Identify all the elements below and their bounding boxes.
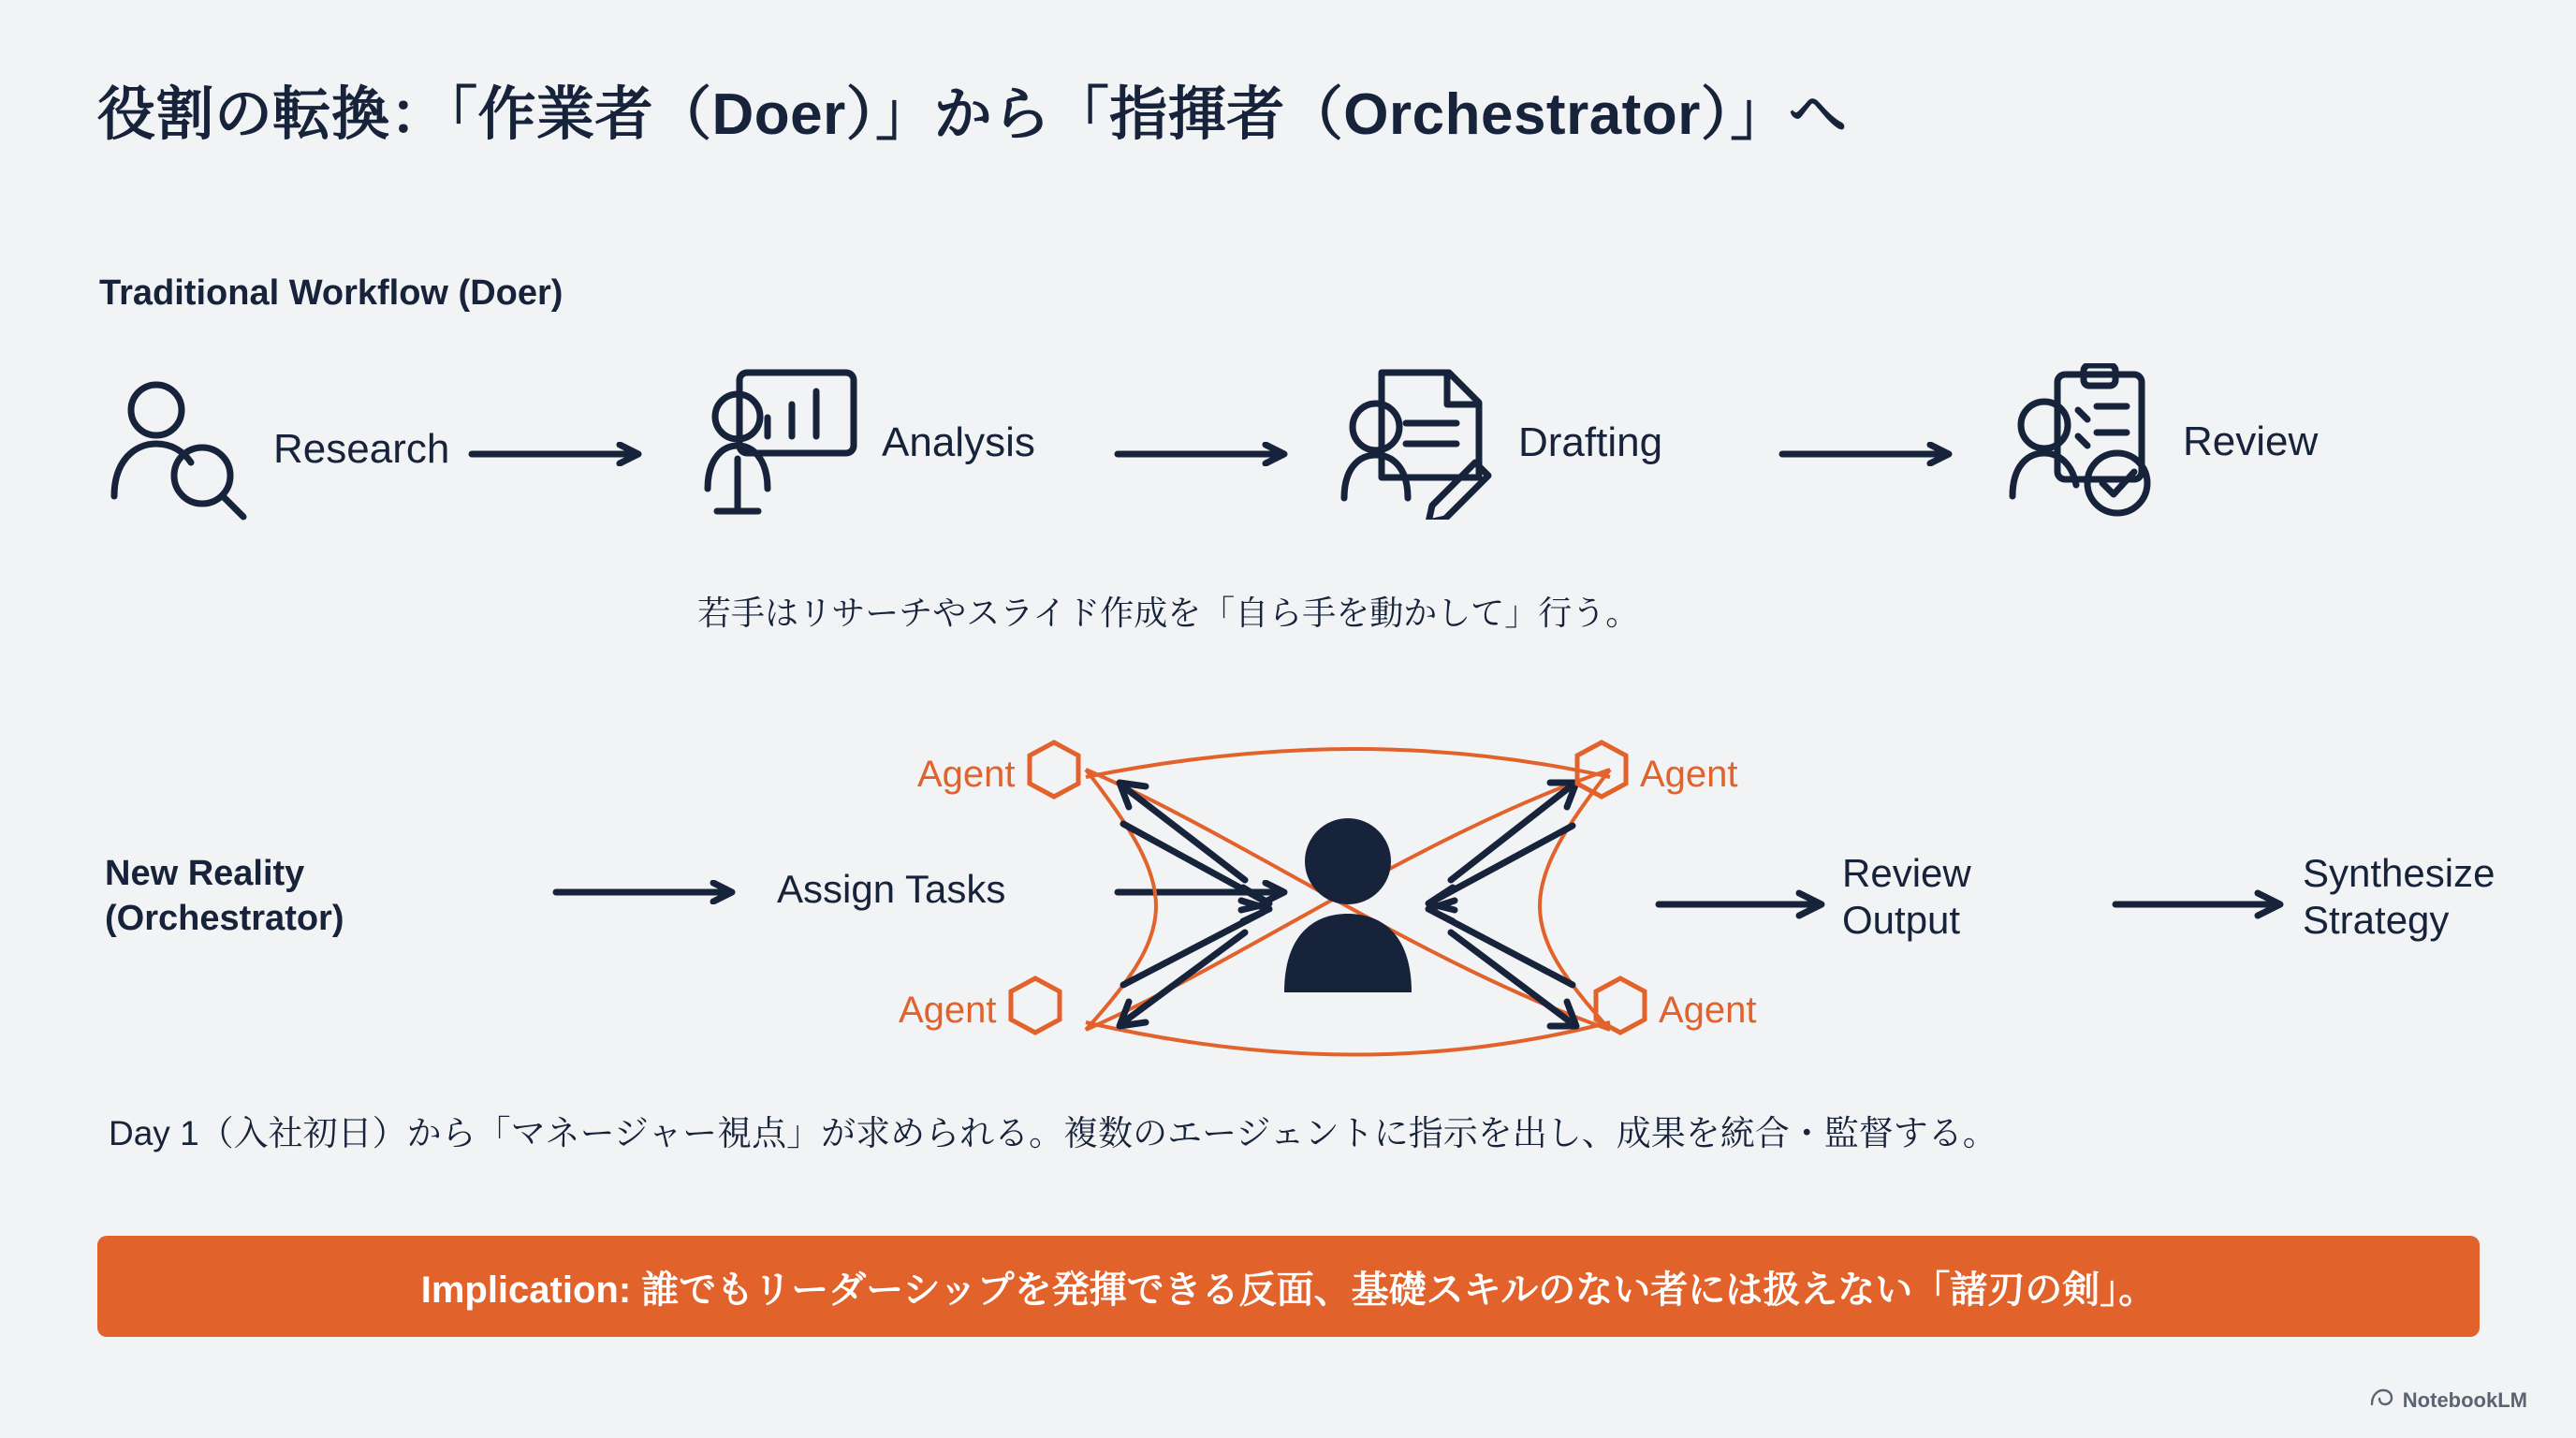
agent-top-right bbox=[1563, 740, 1738, 809]
traditional-caption: 若手はリサーチやスライド作成を「自ら手を動かして」行う。 bbox=[697, 594, 1640, 632]
traditional-workflow-row bbox=[94, 356, 2490, 524]
new-reality-label-line2: (Orchestrator) bbox=[105, 898, 344, 938]
brand-watermark bbox=[2369, 1387, 2527, 1414]
agent-top-left bbox=[917, 740, 1092, 809]
person-chart-icon bbox=[702, 365, 861, 520]
traditional-workflow-label: Traditional Workflow (Doer) bbox=[99, 273, 564, 313]
person-document-pen-icon bbox=[1339, 365, 1498, 520]
implication-banner bbox=[97, 1236, 2480, 1337]
agent-label: Agent bbox=[899, 989, 997, 1031]
agent-label: Agent bbox=[1659, 989, 1757, 1031]
review-output-line1: Review bbox=[1842, 851, 1971, 895]
agent-bottom-right bbox=[1582, 976, 1757, 1045]
flow-step-drafting bbox=[1339, 365, 1662, 520]
new-reality-caption: Day 1（入社初日）から「マネージャー視点」が求められる。複数のエージェントに指示を出し、成果を統合・監督する。 bbox=[109, 1114, 1998, 1152]
hexagon-icon bbox=[1593, 976, 1647, 1045]
orch-step-review-output bbox=[1842, 850, 1971, 945]
agent-label: Agent bbox=[917, 753, 1016, 795]
hexagon-icon bbox=[1574, 740, 1629, 809]
flow-step-label: Research bbox=[273, 426, 450, 472]
brand-name: NotebookLM bbox=[2402, 1388, 2527, 1412]
arrow-drafting-to-review bbox=[1778, 442, 1966, 466]
review-output-line2: Output bbox=[1842, 898, 1961, 943]
orch-step-synthesize-strategy bbox=[2303, 850, 2495, 945]
person-clipboard-check-icon bbox=[2003, 363, 2162, 521]
synthesize-line2: Strategy bbox=[2303, 898, 2450, 943]
flow-step-analysis bbox=[702, 365, 1035, 520]
orchestration-cluster bbox=[524, 721, 2509, 1086]
hexagon-icon bbox=[1027, 740, 1081, 809]
implication-text: Implication: 誰でもリーダーシップを発揮できる反面、基礎スキルのない者には扱えない「諸刃の剣」。 bbox=[420, 1269, 2157, 1311]
flow-step-review bbox=[2003, 363, 2318, 521]
new-reality-label bbox=[105, 852, 498, 941]
agent-label: Agent bbox=[1640, 753, 1738, 795]
flow-step-label: Drafting bbox=[1518, 418, 1663, 465]
page-title: 役割の転換：「作業者（Doer）」から「指揮者（Orchestrator）」へ bbox=[97, 82, 1848, 147]
flow-step-label: Review bbox=[2183, 418, 2319, 464]
flow-step-research bbox=[94, 374, 449, 524]
orch-step-assign-tasks: Assign Tasks bbox=[777, 867, 1006, 911]
new-reality-label-line1: New Reality bbox=[105, 854, 305, 893]
notebooklm-icon bbox=[2369, 1387, 2393, 1414]
flow-step-label: Analysis bbox=[882, 418, 1035, 465]
agent-bottom-left bbox=[899, 976, 1074, 1045]
person-search-icon bbox=[94, 374, 253, 524]
synthesize-line1: Synthesize bbox=[2303, 851, 2496, 895]
hexagon-icon bbox=[1008, 976, 1062, 1045]
arrow-analysis-to-drafting bbox=[1114, 442, 1301, 466]
arrow-research-to-analysis bbox=[468, 442, 655, 466]
